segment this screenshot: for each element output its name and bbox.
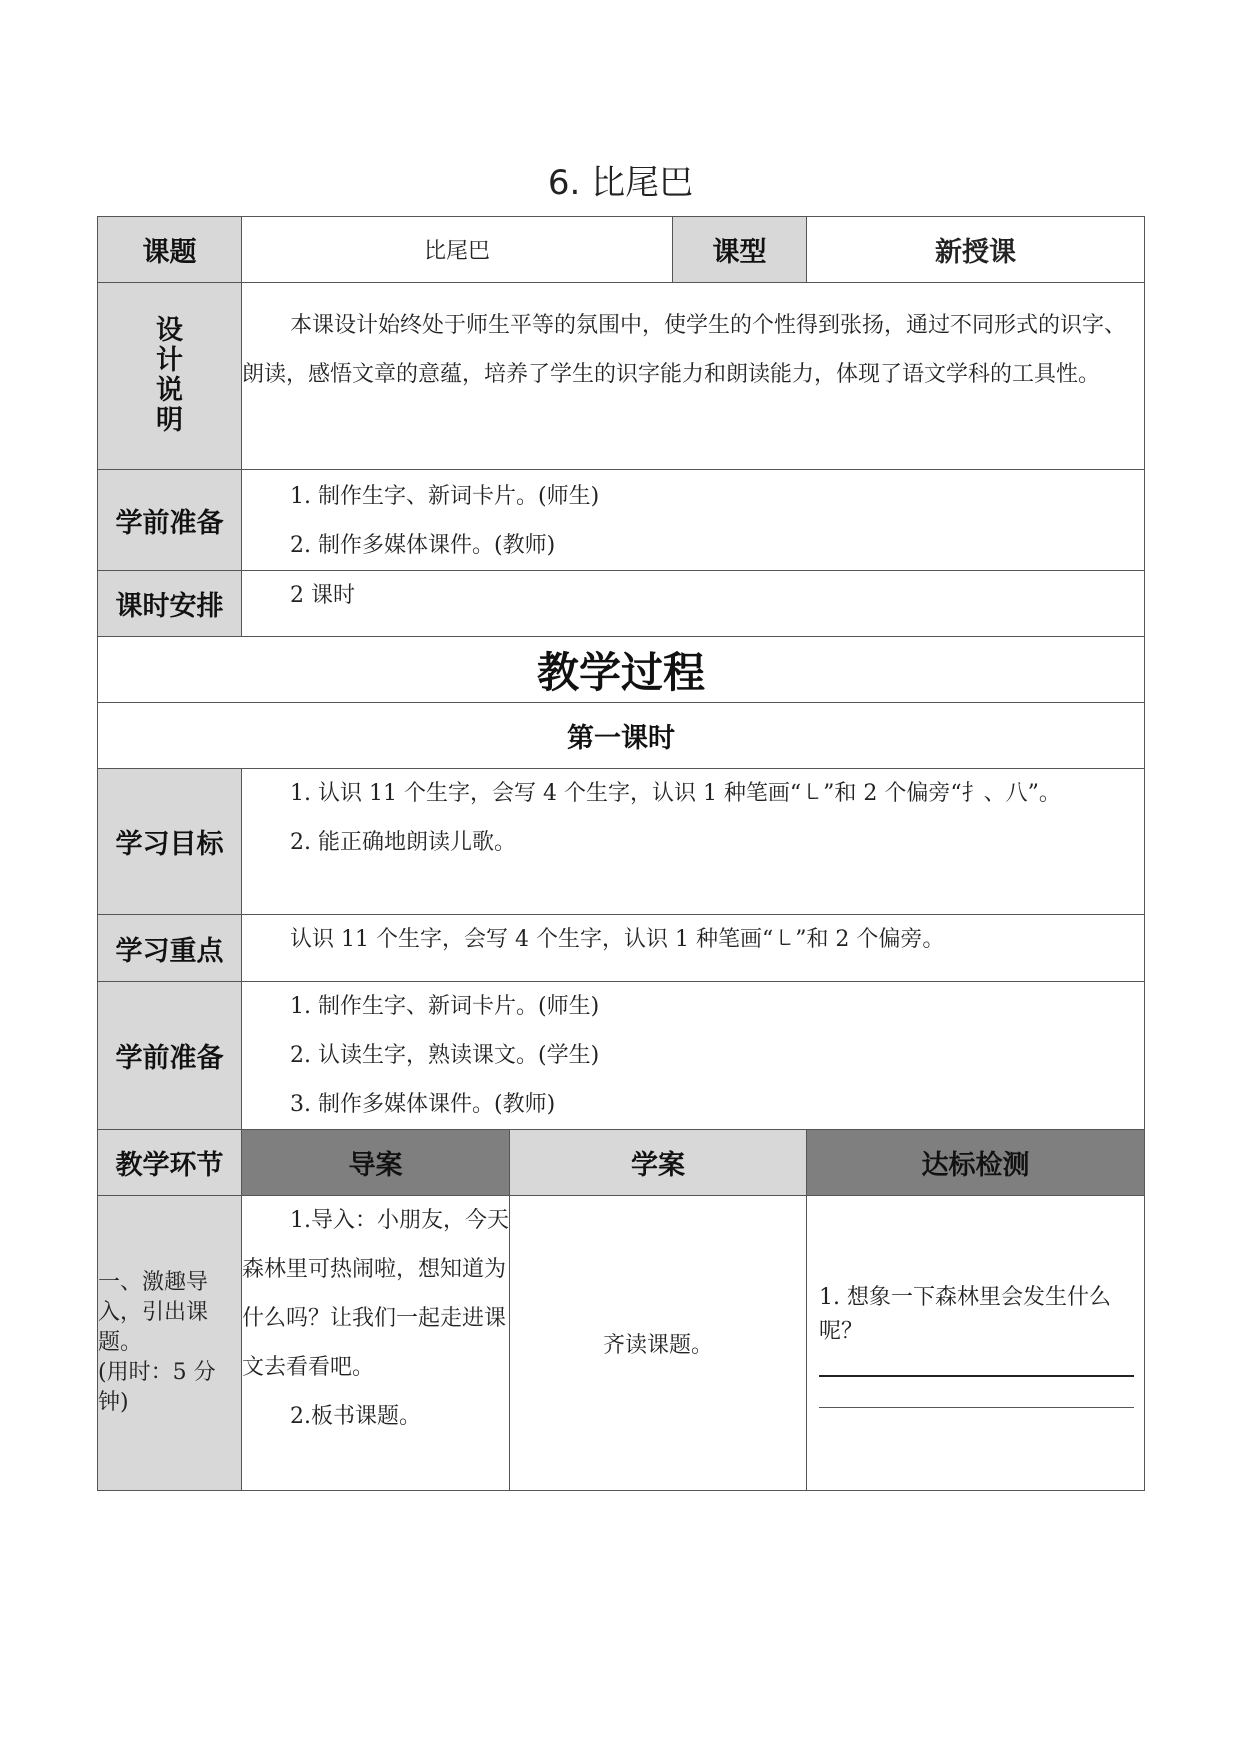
- lesson1-prep-item: 3. 制作多媒体课件。(教师): [290, 1092, 556, 1117]
- lesson1-prep-item: 2. 认读生字，熟读课文。(学生): [290, 1043, 600, 1068]
- lesson1-prep-item: 1. 制作生字、新词卡片。(师生): [290, 994, 600, 1019]
- goal-item: 1. 认识 11 个生字，会写 4 个生字，认识 1 种笔画“㇄”和 2 个偏旁“扌、八”。: [290, 781, 1061, 806]
- focus-cell: [242, 915, 1145, 982]
- lesson-plan-table: [97, 216, 1145, 1491]
- design-row: [98, 283, 1145, 470]
- schedule-row: [98, 571, 1145, 637]
- step1-guide-2: 2.板书课题。: [290, 1404, 421, 1429]
- topic-value: 比尾巴: [242, 217, 673, 283]
- design-label: [98, 283, 242, 470]
- answer-line: [819, 1375, 1134, 1377]
- focus-label: 学习重点: [98, 915, 242, 982]
- step1-row: [98, 1196, 1145, 1491]
- prep-item: 1. 制作生字、新词卡片。(师生): [290, 484, 600, 509]
- focus-text: 认识 11 个生字，会写 4 个生字，认识 1 种笔画“㇄”和 2 个偏旁。: [290, 927, 945, 952]
- goals-label: 学习目标: [98, 769, 242, 915]
- design-text: 本课设计始终处于师生平等的氛围中，使学生的个性得到张扬，通过不同形式的识字、朗读，感悟文章的意蕴，培养了学生的识字能力和朗读能力，体现了语文学科的工具性。: [242, 313, 1127, 387]
- design-text-cell: [242, 283, 1145, 470]
- schedule-cell: [242, 571, 1145, 637]
- prep-label: 学前准备: [98, 470, 242, 571]
- columns-row: [98, 1130, 1145, 1196]
- lesson1-prep-cell: [242, 982, 1145, 1130]
- goal-item: 2. 能正确地朗读儿歌。: [290, 830, 516, 855]
- step1-stage: 一、激趣导入，引出课题。: [98, 1270, 209, 1355]
- prep-row: [98, 470, 1145, 571]
- topic-row: [98, 217, 1145, 283]
- design-label-text: 设计说明: [156, 315, 183, 436]
- goals-cell: [242, 769, 1145, 915]
- type-value: 新授课: [807, 217, 1145, 283]
- step1-check: 1. 想象一下森林里会发生什么呢？: [819, 1284, 1111, 1344]
- topic-label: 课题: [98, 217, 242, 283]
- answer-line: [819, 1407, 1134, 1408]
- lesson1-title: 第一课时: [98, 703, 1145, 769]
- prep-cell: [242, 470, 1145, 571]
- schedule-label: 课时安排: [98, 571, 242, 637]
- lesson1-prep-label: 学前准备: [98, 982, 242, 1130]
- step1-guide-cell: [242, 1196, 510, 1491]
- prep-item: 2. 制作多媒体课件。(教师): [290, 533, 556, 558]
- col-check: 达标检测: [807, 1130, 1145, 1196]
- step1-guide-1: 1.导入：小朋友，今天森林里可热闹啦，想知道为什么吗？让我们一起走进课文去看看吧。: [242, 1208, 509, 1380]
- col-stage: 教学环节: [98, 1130, 242, 1196]
- type-label: 课型: [673, 217, 807, 283]
- step1-stage-cell: [98, 1196, 242, 1491]
- col-guide: 导案: [242, 1130, 510, 1196]
- step1-time: (用时：5 分钟): [98, 1360, 216, 1415]
- lesson1-prep-row: [98, 982, 1145, 1130]
- col-study: 学案: [510, 1130, 807, 1196]
- step1-check-cell: [807, 1196, 1145, 1491]
- schedule-value: 2 课时: [290, 583, 355, 608]
- page-title: 6. 比尾巴: [547, 163, 694, 203]
- lesson1-row: [98, 703, 1145, 769]
- process-title: 教学过程: [98, 637, 1145, 703]
- step1-study: 齐读课题。: [510, 1196, 807, 1491]
- goals-row: [98, 769, 1145, 915]
- focus-row: [98, 915, 1145, 982]
- process-row: [98, 637, 1145, 703]
